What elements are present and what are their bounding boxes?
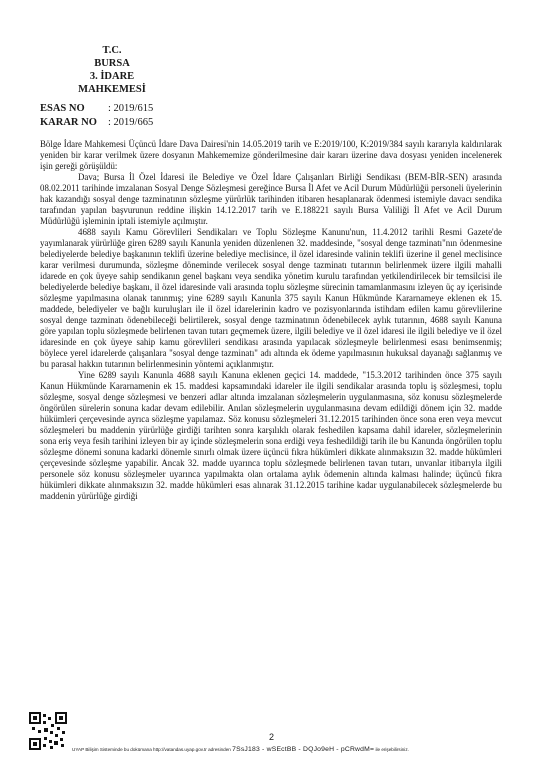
- footer-verification: [72, 746, 512, 754]
- header-line-city: BURSA: [94, 58, 130, 69]
- header-line-tc: T.C.: [102, 45, 122, 56]
- header-line-court: 3. İDARE MAHKEMESİ: [78, 71, 146, 95]
- paragraph-temporary-article: Yine 6289 sayılı Kanunla 4688 sayılı Kanuna eklenen geçici 14. maddede, "15.3.2012 tarihinden önce 375 sayılı Kanun Hükmünde Kararnamenin ek 15. maddesi kapsamındaki idareler ile ilgili sendikalar arasında toplu iş sözleşmesi, toplu sözleşme, sosyal denge sözleşmesi ve benzeri adlar altında imzalanan sözleşmelerin uygulanmasına, söz konusu sözleşmelerde öngörülen sürelerin sonuna kadar devam edilebilir. Anılan sözleşmelerin uygulanmasına devam edildiği dönem için 32. madde hükümleri çerçevesinde ayrıca sözleşme yapılamaz. Söz konusu sözleşmeleri 31.12.2015 tarihinden önce sona eren veya mevcut sözleşmeleri bu maddenin yürürlüğe girdiği tarihten sonra karşılıklı olarak feshedilen kapsama dahil idareler, sözleşmelerinin sona eriş veya fesih tarihini izleyen bir ay içinde sözleşmelerin sona erdiği veya feshedildiği tarih ile bu Kanunda öngörülen toplu sözleşme dönemi sonuna kadarki dönemle sınırlı olmak üzere üçüncü fıkra hükümleri dikkate alınmaksızın 32. madde hükümleri çerçevesinde sözleşme yapabilir. Ancak 32. madde uyarınca toplu sözleşmede belirlenen tavan tutarı, unvanlar itibarıyla ilgili personele söz konusu sözleşmeler uyarınca yapılmakta olan ortalama aylık ödemenin altında kalması halinde; üçüncü fıkra hükümleri dikkate alınmaksızın 32. madde hükümleri esas alınarak 31.12.2015 tarihine kadar uygulanabilecek sözleşmelerde bu maddenin yürürlüğe girdiği: [40, 370, 502, 501]
- page-number: 2: [268, 732, 274, 742]
- footer-suffix: ile erişebilirsiniz.: [375, 747, 409, 752]
- footer-code: 7SsJ183 - wSEctBB - DQJo9eH - pCRwdM=: [232, 746, 375, 753]
- esas-no-value: : 2019/615: [108, 103, 154, 114]
- paragraph-law-4688: 4688 sayılı Kamu Görevlileri Sendikaları ve Toplu Sözleşme Kanunu'nun, 11.4.2012 tarihli Resmi Gazete'de yayımlanarak yürürlüğe giren 6289 sayılı Kanunla yeniden düzenlenen 32. maddesinde, "sosyal denge tazminatı"nın ödenmesine belediyelerde belediye başkanının teklifi üzerine belediye meclisince, il özel idaresinde valinin teklifi üzerine il genel meclisince karar verilmesi durumunda, sözleşme döneminde verilecek sosyal denge tazminatı tutarının belirlenmek üzere ilgili mahalli idarede en çok üyeye sahip sendikanın genel başkanı veya sendika yönetim kurulu tarafından yetkilendirilecek bir temsilcisi ile belediyelerde belediye başkanı, il özel idaresinde vali arasında toplu sözleşme sürecinin tamamlanmasını izleyen üç ay içerisinde sözleşme yapılmasına olanak tanınmış; yine 6289 sayılı Kanunla 375 sayılı Kanun Hükmünde Kararnameye eklenen ek 15. maddede, belediyeler ve bağlı kuruluşları ile il özel idarelerinin kadro ve pozisyonlarında istihdam edilen kamu görevlilerine sosyal denge tazminatı ödenebileceği belirtilerek, sosyal denge tazminatının ödenebilecek aylık tutarının, 4688 sayılı Kanuna göre yapılan toplu sözleşmede belirlenen tavan tutarı geçmemek üzere, ilgili belediye ve il özel idaresi ile ilgili belediye ve il özel idaresinde en çok üyeye sahip kamu görevlileri sendikası arasında yapılacak sözleşmeyle belirlenmesi esası benimsenmiş; böylece yerel idarelerde çalışanlara "sosyal denge tazminatı" adı altında ek ödeme yapılmasının hukuksal dayanağı sağlanmış ve bu parasal hakkın tutarının belirlenmesinin yöntemi açıklanmıştır.: [40, 227, 502, 369]
- qr-code-icon: [29, 712, 67, 750]
- case-numbers: [40, 102, 153, 130]
- karar-no-label: KARAR NO: [40, 117, 97, 128]
- esas-no-label: ESAS NO: [40, 103, 85, 114]
- paragraph-case-subject: Dava; Bursa İl Özel İdaresi ile Belediye ve Özel İdare Çalışanları Birliği Sendikası (BEM-BİR-SEN) arasında 08.02.2011 tarihinde imzalanan Sosyal Denge Sözleşmesi gereğince Bursa İl Afet ve Acil Durum Müdürlüğü personeli üyelerinin hak kazandığı sosyal denge tazminatının sözleşme yürürlük tarihinden itibaren hesaplanarak ödenmesi istemiyle davacı sendika tarafından yapılan başvurunun reddine ilişkin 14.12.2017 tarih ve E.188221 sayılı Bursa Valiliği İl Afet ve Acil Durum Müdürlüğü işleminin iptali istemiyle açılmıştır.: [40, 172, 502, 226]
- court-header: [62, 44, 162, 96]
- document-body: [40, 139, 502, 502]
- paragraph-intro: Bölge İdare Mahkemesi Üçüncü İdare Dava Dairesi'nin 14.05.2019 tarih ve E:2019/100, K:2019/384 sayılı kararıyla kaldırılarak yeniden bir karar verilmek üzere dosyanın Mahkememize gönderilmesine dair kararı üzerine dava dosyası yeniden incelenerek işin gereği görüşüldü:: [40, 139, 502, 171]
- karar-no-value: : 2019/665: [108, 117, 154, 128]
- footer-notice: UYAP Bilişim Sisteminde bu dokümana http://vatandas.uyap.gov.tr adresinden: [72, 747, 231, 752]
